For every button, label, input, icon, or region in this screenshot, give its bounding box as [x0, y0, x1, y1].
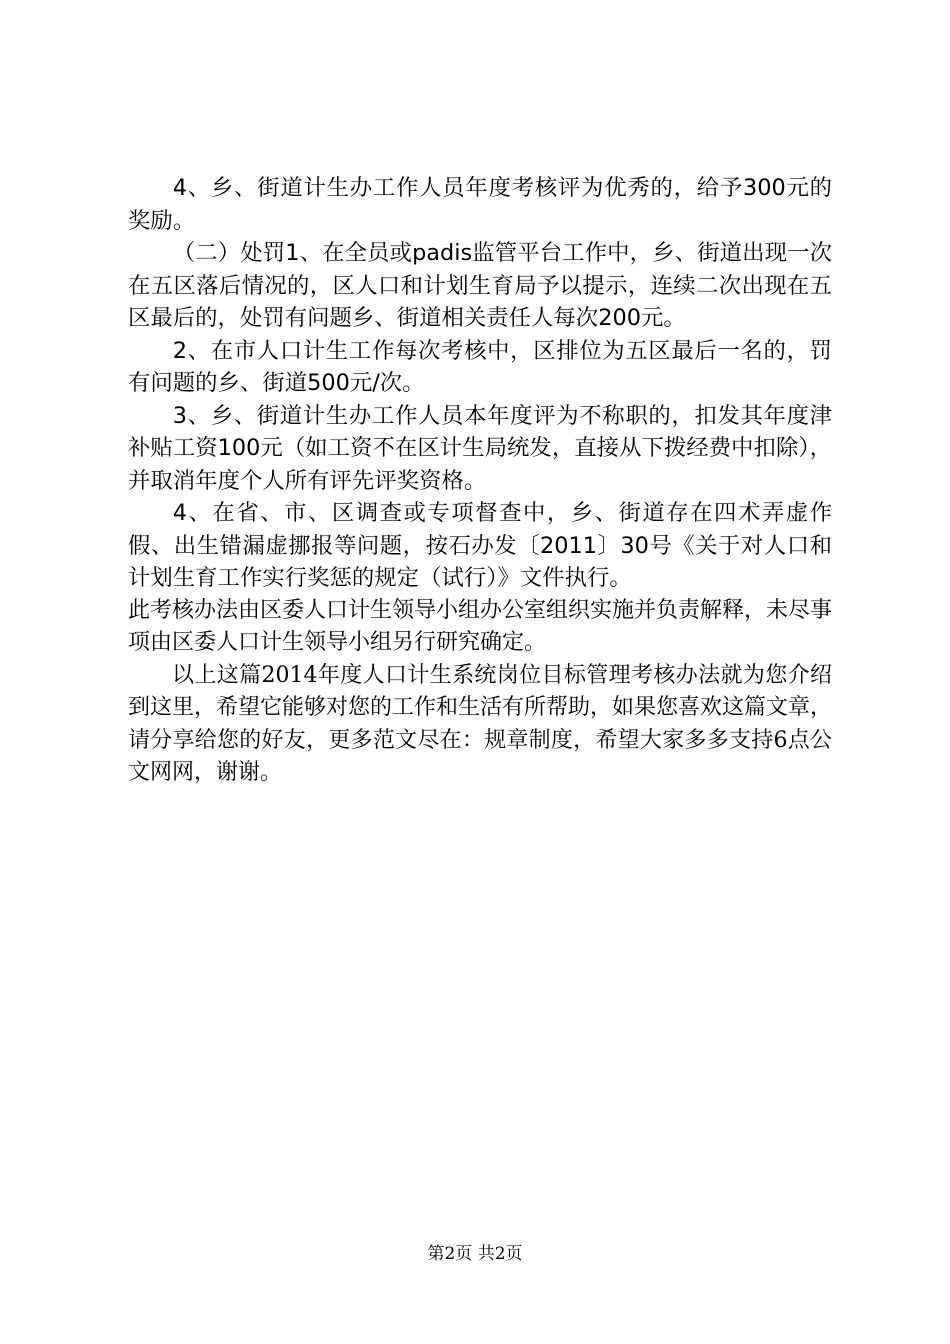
document-body	[128, 172, 832, 790]
paragraph-penalty-4: 4、在省、市、区调查或专项督查中，乡、街道存在四术弄虚作假、出生错漏虚挪报等问题，按石办发〔2011〕30号《关于对人口和计划生育工作实行奖惩的规定（试行）》文件执行。	[128, 500, 832, 591]
paragraph-reward-4: 4、乡、街道计生办工作人员年度考核评为优秀的，给予300元的奖励。	[128, 175, 832, 234]
paragraph-penalty-2: 2、在市人口计生工作每次考核中，区排位为五区最后一名的，罚有问题的乡、街道500元/次。	[128, 337, 832, 396]
paragraph-penalty-3: 3、乡、街道计生办工作人员本年度评为不称职的，扣发其年度津补贴工资100元（如工资不在区计生局统发，直接从下拨经费中扣除），并取消年度个人所有评先评奖资格。	[128, 402, 832, 494]
paragraph-penalty-1: （二）处罚1、在全员或padis监管平台工作中，乡、街道出现一次在五区落后情况的，区人口和计划生育局予以提示，连续二次出现在五区最后的，处罚有问题乡、街道相关责任人每次200元。	[128, 240, 832, 331]
page-number: 第2页 共2页	[427, 1244, 523, 1264]
paragraph-closing: 以上这篇2014年度人口计生系统岗位目标管理考核办法就为您介绍到这里，希望它能够对您的工作和生活有所帮助，如果您喜欢这篇文章，请分享给您的好友，更多范文尽在：规章制度，希望大家多多支持6点公文网网，谢谢。	[128, 662, 833, 785]
paragraph-interpretation: 此考核办法由区委人口计生领导小组办公室组织实施并负责解释，未尽事项由区委人口计生领导小组另行研究确定。	[128, 597, 833, 655]
